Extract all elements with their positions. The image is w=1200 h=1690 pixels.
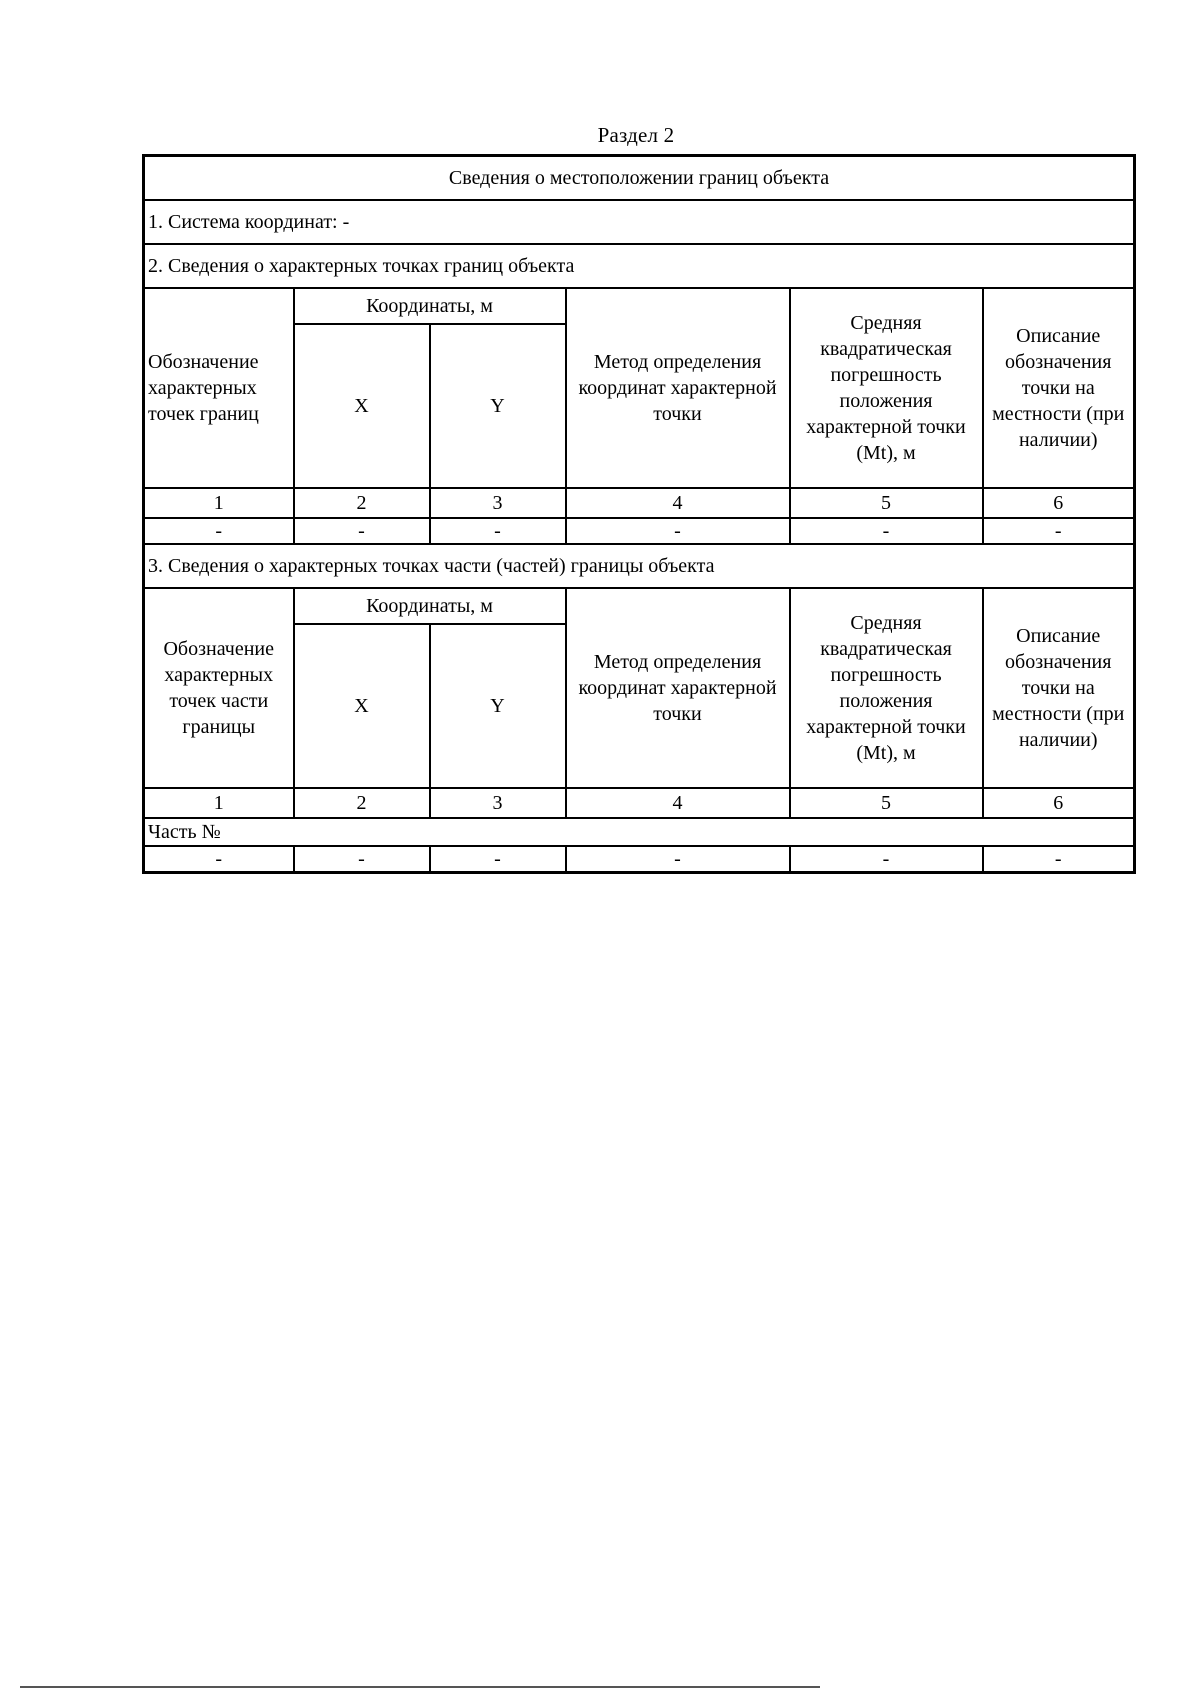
column-numbers-row xyxy=(144,488,1135,518)
column-number: 2 xyxy=(294,488,430,518)
header-coordinates: Координаты, м xyxy=(294,288,566,324)
boundary-info-table xyxy=(142,154,1136,874)
table-cell: - xyxy=(294,846,430,873)
table-cell: - xyxy=(983,846,1135,873)
table-cell: - xyxy=(430,846,566,873)
table-cell: - xyxy=(983,518,1135,544)
header-y: Y xyxy=(430,324,566,488)
column-number: 2 xyxy=(294,788,430,818)
column-number: 4 xyxy=(566,488,790,518)
column-number: 6 xyxy=(983,788,1135,818)
column-number: 1 xyxy=(144,788,294,818)
header-method: Метод определения координат характерной точки xyxy=(566,288,790,488)
header-coordinates: Координаты, м xyxy=(294,588,566,624)
table-cell: - xyxy=(566,846,790,873)
column-number: 5 xyxy=(790,488,983,518)
column-number: 3 xyxy=(430,488,566,518)
column-number: 6 xyxy=(983,488,1135,518)
table-title: Сведения о местоположении границ объекта xyxy=(144,156,1135,201)
header-y: Y xyxy=(430,624,566,788)
table-cell: - xyxy=(144,518,294,544)
header-method: Метод определения координат характерной точки xyxy=(566,588,790,788)
table-cell: - xyxy=(790,518,983,544)
header-designation-borders: Обозначение характерных точек границ xyxy=(144,288,294,488)
coordinate-system: 1. Система координат: - xyxy=(144,200,1135,244)
block3-title: 3. Сведения о характерных точках части (частей) границы объекта xyxy=(144,544,1135,588)
part-label: Часть № xyxy=(144,818,1135,846)
column-number: 1 xyxy=(144,488,294,518)
table-cell: - xyxy=(294,518,430,544)
header-x: X xyxy=(294,324,430,488)
column-number: 5 xyxy=(790,788,983,818)
page-bottom-rule xyxy=(20,1686,820,1688)
table-cell: - xyxy=(790,846,983,873)
column-number: 3 xyxy=(430,788,566,818)
column-numbers-row xyxy=(144,788,1135,818)
block2-title: 2. Сведения о характерных точках границ объекта xyxy=(144,244,1135,288)
table-cell: - xyxy=(430,518,566,544)
header-description: Описание обозначения точки на местности (при наличии) xyxy=(983,288,1135,488)
header-error: Средняя квадратическая погрешность положения характерной точки (Mt), м xyxy=(790,588,983,788)
table-cell: - xyxy=(566,518,790,544)
header-designation-part: Обозначение характерных точек части границы xyxy=(144,588,294,788)
section-title: Раздел 2 xyxy=(597,123,675,147)
column-number: 4 xyxy=(566,788,790,818)
header-description: Описание обозначения точки на местности (при наличии) xyxy=(983,588,1135,788)
table-row xyxy=(144,846,1135,873)
header-x: X xyxy=(294,624,430,788)
header-error: Средняя квадратическая погрешность положения характерной точки (Mt), м xyxy=(790,288,983,488)
table-row xyxy=(144,518,1135,544)
table-cell: - xyxy=(144,846,294,873)
